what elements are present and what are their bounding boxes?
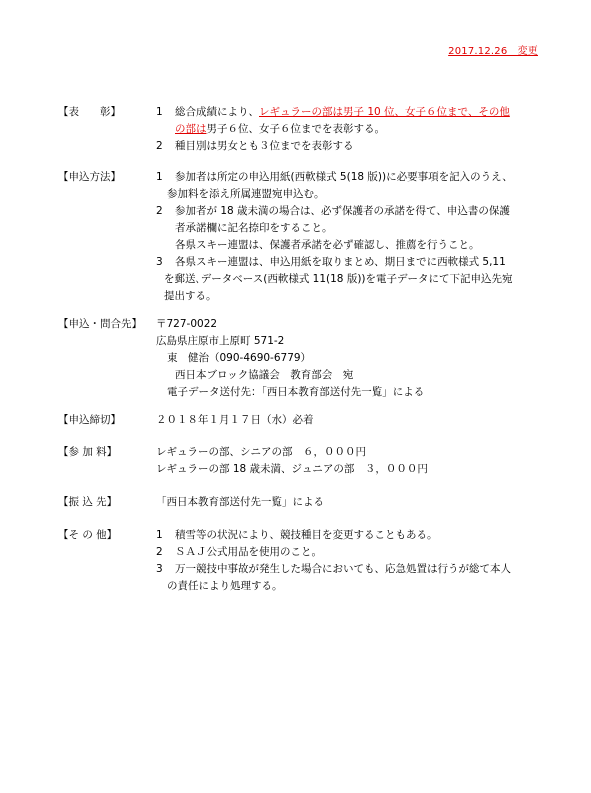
other-item-1-text: 積雪等の状況により、競技種目を変更することもある。 bbox=[175, 529, 438, 541]
method-item-2-line3: 各県スキー連盟は、保護者承諾を必ず確認し、推薦を行うこと。 bbox=[175, 239, 480, 251]
award-item-1-red2: の部は bbox=[175, 123, 207, 135]
award-item-1-red: レギュラーの部は男子 10 位、女子６位まで、その他 bbox=[259, 106, 510, 118]
award-item-1 bbox=[156, 104, 556, 121]
deadline-value: ２０１８年１月１７日（水）必着 bbox=[156, 414, 314, 426]
method-item-1-line1: 参加者は所定の申込用紙(西軟様式 5(18 版))に必要事項を記入のうえ、 bbox=[175, 171, 513, 183]
section-body-fee bbox=[156, 444, 556, 478]
other-item-3-num: 3 bbox=[156, 563, 163, 575]
section-label-method: 【申込方法】 bbox=[58, 171, 121, 183]
section-label-award: 【表 彰】 bbox=[58, 106, 121, 118]
other-item-2-num: 2 bbox=[156, 546, 163, 558]
award-item-2-text: 種目別は男女とも３位までを表彰する bbox=[175, 140, 354, 152]
section-body-award bbox=[156, 104, 556, 155]
section-body-contact bbox=[156, 316, 556, 401]
method-item-2 bbox=[156, 203, 556, 220]
other-item-1-num: 1 bbox=[156, 529, 163, 541]
method-item-3-num: 3 bbox=[156, 256, 163, 268]
contact-person: 東 健治（090-4690-6779） bbox=[167, 352, 312, 364]
section-body-method bbox=[156, 169, 556, 305]
award-item-1-pre: 総合成績により、 bbox=[175, 106, 259, 118]
method-item-3-line1: 各県スキー連盟は、申込用紙を取りまとめ、期日までに西軟様式 5,11 bbox=[175, 256, 506, 268]
section-label-other: 【そ の 他】 bbox=[58, 529, 118, 541]
method-item-3 bbox=[156, 254, 556, 271]
contact-email-note: 電子データ送付先：「西日本教育部送付先一覧」による bbox=[167, 386, 425, 398]
section-body-deadline bbox=[156, 412, 556, 429]
section-label-contact: 【申込・問合先】 bbox=[58, 318, 142, 330]
award-item-1-num: 1 bbox=[156, 106, 163, 118]
method-item-3-line3: 提出する。 bbox=[164, 290, 217, 302]
section-label-deadline: 【申込締切】 bbox=[58, 414, 121, 426]
method-item-3-line2: を郵送､データベース(西軟様式 11(18 版))を電子データにて下記申込先宛 bbox=[164, 273, 513, 285]
award-item-2 bbox=[156, 138, 556, 155]
other-item-3 bbox=[156, 561, 556, 578]
method-item-1-num: 1 bbox=[156, 171, 163, 183]
other-item-2-text: ＳＡＪ公式用品を使用のこと。 bbox=[175, 546, 322, 558]
award-item-1-post: 男子６位、女子６位までを表彰する。 bbox=[206, 123, 385, 135]
change-note: 2017.12.26 変更 bbox=[448, 46, 538, 57]
section-label-fee: 【参 加 料】 bbox=[58, 446, 118, 458]
method-item-1-line2: 参加料を添え所属連盟宛申込む。 bbox=[167, 188, 325, 200]
section-body-transfer bbox=[156, 494, 556, 511]
method-item-1 bbox=[156, 169, 556, 186]
method-item-2-line1: 参加者が 18 歳未満の場合は、必ず保護者の承諾を得て、申込書の保護 bbox=[175, 205, 510, 217]
award-item-1-cont bbox=[156, 121, 556, 138]
section-label-transfer: 【振 込 先】 bbox=[58, 496, 118, 508]
contact-address: 広島県庄原市上原町 571-2 bbox=[156, 335, 285, 347]
method-item-2-line2: 者承諾欄に記名捺印をすること。 bbox=[175, 222, 333, 234]
section-body-other bbox=[156, 527, 556, 595]
other-item-3-line1: 万一競技中事故が発生した場合においても、応急処置は行うが総て本人 bbox=[175, 563, 511, 575]
other-item-3-line2: の責任により処理する。 bbox=[167, 580, 283, 592]
contact-postal: 〒727-0022 bbox=[156, 318, 218, 330]
fee-line-1: レギュラーの部、シニアの部 ６，０００円 bbox=[156, 446, 366, 458]
award-item-2-num: 2 bbox=[156, 140, 163, 152]
transfer-value: 「西日本教育部送付先一覧」による bbox=[156, 496, 324, 508]
contact-org: 西日本ブロック協議会 教育部会 宛 bbox=[175, 369, 354, 381]
method-item-2-num: 2 bbox=[156, 205, 163, 217]
other-item-2 bbox=[156, 544, 556, 561]
fee-line-2: レギュラーの部 18 歳未満、ジュニアの部 ３，０００円 bbox=[156, 463, 428, 475]
other-item-1 bbox=[156, 527, 556, 544]
